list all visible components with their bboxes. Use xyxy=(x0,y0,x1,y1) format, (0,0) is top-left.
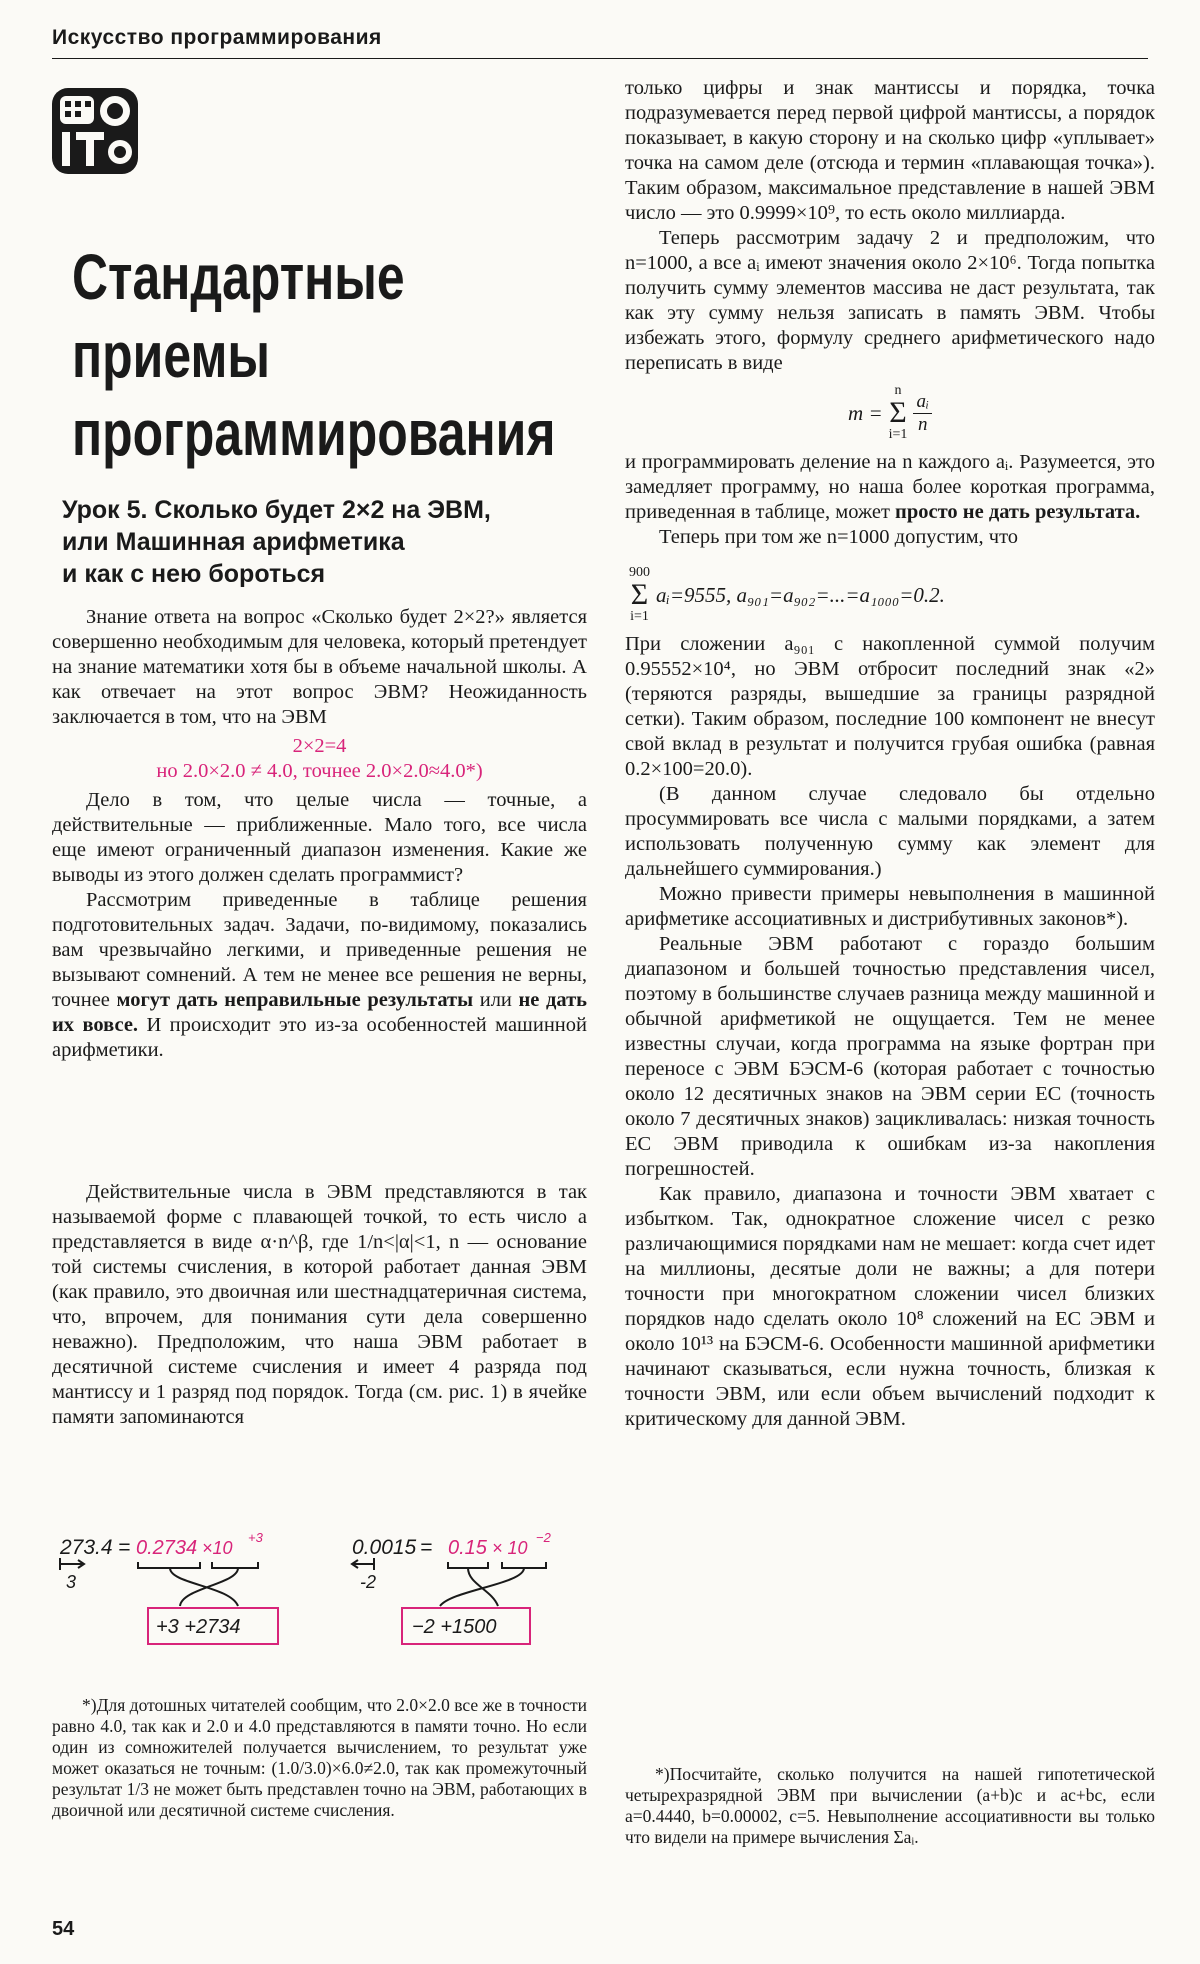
left-column-bottom xyxy=(52,1180,587,1430)
formula-rhs: aᵢ=9555, a₉₀₁=a₉₀₂=...=a₁₀₀₀=0.2. xyxy=(656,582,945,607)
text-run: или xyxy=(473,989,519,1011)
article-subtitle xyxy=(62,494,602,590)
paragraph: Знание ответа на вопрос «Сколько будет 2×2?» является совершенно необходимым для человека, который претендует на знание математики хотя бы в объеме начальной школы. А как отвечает на этот вопрос ЭВМ? Неожиданность заключается в том, что на ЭВМ xyxy=(52,606,587,728)
fig-left-eq: = xyxy=(118,1536,131,1559)
sigma-lower: i=1 xyxy=(888,427,908,442)
paragraph: При сложении a₉₀₁ с накопленной суммой получим 0.95552×10⁴, но ЭВМ отбросит последний знак «2» (теряются разряды, вышедшие за границы разрядной сетки). Таким образом, последние 100 компонент не внесут свой вклад в результат и получится грубая ошибка (равная 0.2×100=20.0). xyxy=(625,633,1155,780)
fig-right-exp-pow: −2 xyxy=(536,1530,551,1545)
footnote-left xyxy=(52,1695,587,1821)
fig-left-exp-pow: +3 xyxy=(248,1530,263,1545)
footnote-text: *)Посчитайте, сколько получится на нашей гипотетической четырехразрядной ЭВМ при вычислении (a+b)c и ac+bc, если a=0.4440, b=0.00002, c=5. Невыполнение ассоциативности вы только что видели на примере вычисления Σaᵢ. xyxy=(625,1764,1155,1847)
formula-sum xyxy=(629,558,1155,624)
article-title xyxy=(72,238,556,472)
sigma-symbol: Σ xyxy=(889,396,907,429)
subtitle-line: и как с нею бороться xyxy=(62,560,326,588)
paragraph: Реальные ЭВМ работают с гораздо большим диапазоном и большей точностью представления чисел, поэтому в большинстве случаев разница между машинной и обычной арифметикой не ощущается. Тем не менее известны случаи, когда программа на языке фортран при переносе с ЭВМ БЭСМ-6 (которая работает с точностью около 12 десятичных знаков на ЭВМ серии ЕС (точность около 7 десятичных знаков) зацикливалась: низкая точность ЕС ЭВМ приводила к ошибкам из-за накопления погрешностей. xyxy=(625,933,1155,1180)
fraction xyxy=(913,391,932,436)
emphasis: не дать их вовсе. xyxy=(52,989,588,1036)
fig-left-order: 3 xyxy=(66,1572,77,1592)
sigma-icon xyxy=(889,384,908,442)
subtitle-line: или Машинная арифметика xyxy=(62,528,405,556)
formula-lhs: m = xyxy=(848,400,883,425)
formula-mean xyxy=(625,384,1155,442)
text-run: и программировать деление на n каждого aᵢ. Разумеется, это замедляет программу, но наша более короткая программа, приведенная в таблице, может xyxy=(625,451,1155,523)
sigma-lower: i=1 xyxy=(630,609,649,624)
emphasis: могут дать неправильные результаты xyxy=(116,989,474,1011)
fig-left-cell-text: +3 +2734 xyxy=(156,1616,241,1638)
fig-right-exp: × 10 xyxy=(492,1538,528,1558)
page-number: 54 xyxy=(52,1918,75,1940)
footnote-text: *)Для дотошных читателей сообщим, что 2.0×2.0 все же в точности равно 4.0, так как и 2.0 и 4.0 представляются в памяти точно. Но если один из сомножителей получается вычислением, то результат уже может оказаться не точным: (1.0/3.0)×6.0≠2.0, так как промежуточный результат 1/3 не может быть представлен точно на ЭВМ, работающих в двоичной или десятичной системе счисления. xyxy=(52,1695,587,1820)
section-logo-icon xyxy=(52,88,138,174)
equation: но 2.0×2.0 ≠ 4.0, точнее 2.0×2.0≈4.0*) xyxy=(156,760,483,782)
paragraph: Можно привести примеры невыполнения в машинной арифметике ассоциативных и дистрибутивных законов*). xyxy=(625,883,1155,930)
title-line: Стандартные xyxy=(72,241,405,313)
paragraph xyxy=(625,450,1155,525)
left-column-top xyxy=(52,605,587,1063)
running-header: Искусство программирования xyxy=(52,26,382,49)
equation: 2×2=4 xyxy=(292,735,347,757)
fig-right-mantissa: 0.15 xyxy=(448,1537,487,1559)
paragraph: Как правило, диапазона и точности ЭВМ хватает с избытком. Так, однократное сложение чисел с резко различающимися порядками нам не мешает: когда счет идет на миллионы, десятые доли не важны; а для потери точности при многократном сложении чисел близких порядков надо сделать около 10⁸ сложений на ЕС ЭВМ и около 10¹³ на БЭСМ-6. Особенности машинной арифметики начинают сказываться, если нужна точность, близкая к точности ЭВМ, или если объем вычислений подходит к критическому для данной ЭВМ. xyxy=(625,1183,1155,1430)
paragraph: только цифры и знак мантиссы и порядка, точка подразумевается перед первой цифрой мантиссы, а порядок показывает, в какую сторону и на сколько цифр «уплывает» точка на самом деле (отсюда и термин «плавающая точка»). Таким образом, максимальное представление в нашей ЭВМ число — это 0.9999×10⁹, то есть около миллиарда. xyxy=(625,77,1155,224)
sigma-icon xyxy=(629,566,650,624)
fig-left-exp: ×10 xyxy=(202,1538,233,1558)
emphasis: просто не дать результата. xyxy=(895,501,1141,523)
paragraph: (В данном случае следовало бы отдельно просуммировать все числа с малыми порядками, а затем использовать полученную сумму как элемент для дальнейшего суммирования.) xyxy=(625,783,1155,880)
paragraph: Теперь рассмотрим задачу 2 и предположим, что n=1000, а все aᵢ имеют значения около 2×10⁶. Тогда попытка получить сумму элементов массива не даст результата, так как эту сумму нельзя записать в память ЭВМ. Чтобы избежать этого, формулу среднего арифметического надо переписать в виде xyxy=(625,227,1155,374)
fig-right-eq: = xyxy=(420,1536,433,1559)
footnote-right xyxy=(625,1764,1155,1848)
fig-right-order: -2 xyxy=(360,1572,377,1592)
fraction-denominator: n xyxy=(917,413,928,435)
paragraph: Дело в том, что целые числа — точные, а действительные — приближенные. Мало того, все числа еще имеют ограниченный диапазон изменения. Какие же выводы из этого должен сделать программист? xyxy=(52,789,587,886)
paragraph xyxy=(52,888,587,1063)
figure-floating-point xyxy=(52,1520,612,1660)
fig-right-value: 0.0015 xyxy=(352,1536,417,1559)
fig-left-mantissa: 0.2734 xyxy=(136,1537,198,1559)
text-run: Рассмотрим приведенные в таблице решения подготовительных задач. Задачи, по-видимому, показались вам чрезвычайно легкими, и приведенные решения не вызывают сомнений. А тем не менее все решения не верны, точнее xyxy=(52,889,587,1011)
fig-left-shift-arrow xyxy=(60,1558,84,1570)
text-run: И происходит это из-за особенностей машинной арифметики. xyxy=(52,1014,587,1061)
title-line: приемы xyxy=(72,319,270,391)
subtitle-line: Урок 5. Сколько будет 2×2 на ЭВМ, xyxy=(62,496,491,524)
fraction-numerator: aᵢ xyxy=(913,391,932,414)
paragraph: Действительные числа в ЭВМ представляются в так называемой форме с плавающей точкой, то есть число a представляется в виде α·n^β, где 1/n<|α|<1, n — основание той системы счисления, в которой работает данная ЭВМ (как правило, это двоичная или шестнадцатеричная система, что, впрочем, для понимания сути дела совершенно неважно). Предположим, что наша ЭВМ работает в десятичной системе счисления и имеет 4 разряда под мантиссу и 1 разряд под порядок. Тогда (см. рис. 1) в ячейке памяти запоминаются xyxy=(52,1181,587,1428)
fig-right-shift-arrow xyxy=(352,1558,374,1570)
paragraph: Теперь при том же n=1000 допустим, что xyxy=(659,526,1019,548)
sigma-symbol: Σ xyxy=(630,578,649,611)
right-column xyxy=(625,76,1155,1432)
sigma-upper: 900 xyxy=(629,565,650,580)
fig-right-cell-text: −2 +1500 xyxy=(412,1616,497,1638)
sigma-upper: n xyxy=(894,383,902,398)
fig-right-arrow-mantissa xyxy=(448,1562,498,1606)
fig-left-value: 273.4 xyxy=(60,1536,113,1559)
header-rule xyxy=(52,58,1148,59)
title-line: программирования xyxy=(72,397,556,469)
